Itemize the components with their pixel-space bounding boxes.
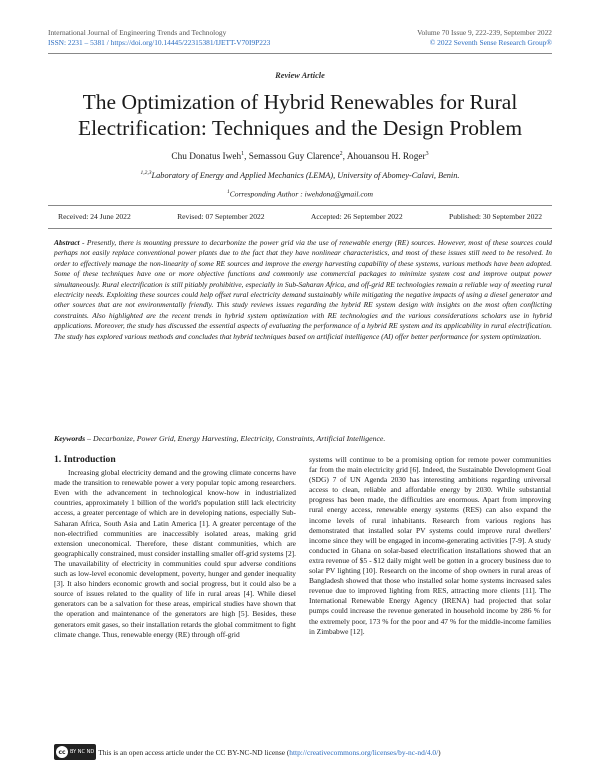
author-name: Semassou Guy Clarence — [248, 152, 340, 163]
cc-license-badge[interactable] — [54, 744, 96, 760]
published-date: Published: 30 September 2022 — [448, 212, 542, 221]
corresponding-sup: 1 — [226, 189, 230, 195]
keywords-text: – Decarbonize, Power Grid, Energy Harvesting, Electricity, Constraints, Artificial Intelligence. — [85, 434, 386, 443]
author-name: Chu Donatus Iweh — [171, 152, 242, 163]
issn-doi[interactable]: ISSN: 2231 – 5381 / https://doi.org/10.14445/22315381/IJETT-V70I9P223 — [48, 38, 271, 47]
license-link[interactable]: http://creativecommons.org/licenses/by-nc-nd/4.0/ — [289, 747, 439, 757]
paper-title: The Optimization of Hybrid Renewables for Rural Electrification: Techniques and the Design Problem — [77, 90, 523, 140]
journal-header — [48, 28, 270, 48]
author-list: Chu Donatus Iweh$^1$, Semassou Guy Clarence$^2$, Ahouansou H. Roger$^3$ — [171, 151, 429, 163]
journal-name: International Journal of Engineering Trends and Technology — [48, 28, 227, 37]
left-column — [54, 455, 296, 640]
corresponding-author — [0, 189, 600, 199]
abstract-text: - Presently, there is mounting pressure to decarbonize the power grid via the use of renewable energy (RE) sources. However, most of these sources could perhaps not easily replace conventional power plants due to the fact that they have nonlinear characteristics, and most of these issues still need to be resolved. In order to effectively manage the non-linearity of some RE sources and improve the energy harvesting capability of these systems, various methods have been adopted. Some of these techniques have one or more objective functions and commonly use commercial packages to minimize system cost and improve output power simultaneously. Rural electrification is still pitiably prohibitive, especially in Sub-Saharan Africa, and off-grid RE technologies remain a reliable way of meeting rural electricity needs. Exploiting these sources could help offset rural electricity demand sustainably while mitigating the negative impacts of using a diesel generator and other sources that are not environmentally friendly. This study reviews issues regarding the hybrid RE system design with insights on the most often conflicting constraints. Also highlighted are the recent trends in hybrid system optimization with RE technologies and the various considerations scholars use in hybrid applications. Moreover, the study has discussed the essential aspects of evaluating the performance of a hybrid RE system and its applicability in rural electrification. The study has explored various methods and concludes that hybrid techniques based on artificial intelligence (AI) offer better performance for system optimization. — [54, 238, 552, 341]
copyright: © 2022 Seventh Sense Research Group® — [429, 38, 552, 47]
abstract — [54, 238, 552, 342]
affiliation — [0, 170, 600, 180]
dates-top-divider — [48, 205, 552, 206]
section-heading: 1. Introduction — [54, 454, 116, 465]
author-sup: 1 — [241, 151, 245, 157]
affiliation-text: Laboratory of Energy and Applied Mechanics (LEMA), University of Abomey-Calavi, Benin. — [151, 170, 460, 180]
cc-badge-text: BY NC ND — [70, 749, 95, 755]
dates-row — [58, 212, 542, 221]
intro-paragraph-left: Increasing global electricity demand and the growing climate concerns have made the transition to renewable power a very popular topic among researchers. Even with the advancement in technological know-how in industrialized countries, approximately 1 billion of the world's population still lack electricity access, a greater percentage of which are in developing nations, especially Sub-Saharan Africa, South Asia and Latin America [1]. A greater percentage of the non-electrified communities are inaccessibly isolated areas, making grid extension uneconomical. Therefore, these distant communities, which are geographically constrained, must consider installing smaller off-grid systems [2]. The unavailability of electricity in communities could spur adverse conditions such as low-level economic development, poverty, hunger and gender inequality [3]. It also hinders economic growth and social progress, but it could also be a source of issues related to the quality of life in rural areas [4]. While diesel generators can be a salvation for these areas, empirical studies have shown that the operation and maintenance of the generators are high [5]. Besides, these generators emit gases, so their installation retards the global commitment to fight climate change. Thus, renewable energy (RE) through off-grid — [54, 468, 296, 639]
accepted-date: Accepted: 26 September 2022 — [310, 212, 403, 221]
article-type: Review Article — [275, 71, 325, 80]
license-text: This is an open access article under the CC BY-NC-ND license ( — [98, 747, 290, 757]
dates-bottom-divider — [48, 228, 552, 229]
cc-icon: cc — [56, 746, 68, 758]
license-close: ) — [438, 747, 441, 757]
abstract-label: Abstract — [54, 238, 80, 247]
keywords-label: Keywords — [54, 434, 86, 443]
volume-info: Volume 70 Issue 9, 222-239, September 2022 — [417, 28, 552, 37]
revised-date: Revised: 07 September 2022 — [177, 212, 265, 221]
author-sup: 2 — [339, 151, 343, 157]
corresponding-text: Corresponding Author : iwehdona@gmail.com — [229, 189, 373, 199]
volume-header — [417, 28, 552, 48]
author-name: Ahouansou H. Roger — [346, 152, 426, 163]
author-sup: 3 — [425, 151, 429, 157]
keywords — [54, 434, 552, 443]
received-date: Received: 24 June 2022 — [58, 212, 131, 221]
affiliation-sup: 1,2,3 — [140, 170, 152, 176]
right-column — [309, 455, 551, 637]
header-divider — [48, 53, 552, 54]
license-footer — [54, 744, 441, 760]
intro-paragraph-right: systems will continue to be a promising option for remote power communities far from the main electricity grid [6]. Indeed, the Sustainable Development Goal (SDG) 7 of UN Agenda 2030 has interesting ambitions regarding universal access to clean, reliable and affordable energy by 2030. While substantial progress has been made, the difficulties are enormous. Apart from improving rural energy access, renewable energy systems (RES) can also expand the income levels of rural inhabitants. Research from various regions has demonstrated that installed solar PV systems could improve rural dwellers' income since they will be engaged in income-generating activities [7-9]. A study conducted in Ghana on solar-based electrification installations showed that an extra revenue of $5 - $12 daily might well be gotten in a grocery business due to solar PV lighting [10]. Research on the income of shop owners in rural areas of Bangladesh showed that those who installed solar home systems increased sales revenue due to improved lighting from RES, attracting more clients [11]. The International Renewable Energy Agency (IRENA) had projected that solar pumps could increase the revenue generated in household income by 286 % for the extremely poor, 173 % for the poor and 47 % for the middle-income families in Zimbabwe [12]. — [309, 455, 551, 636]
